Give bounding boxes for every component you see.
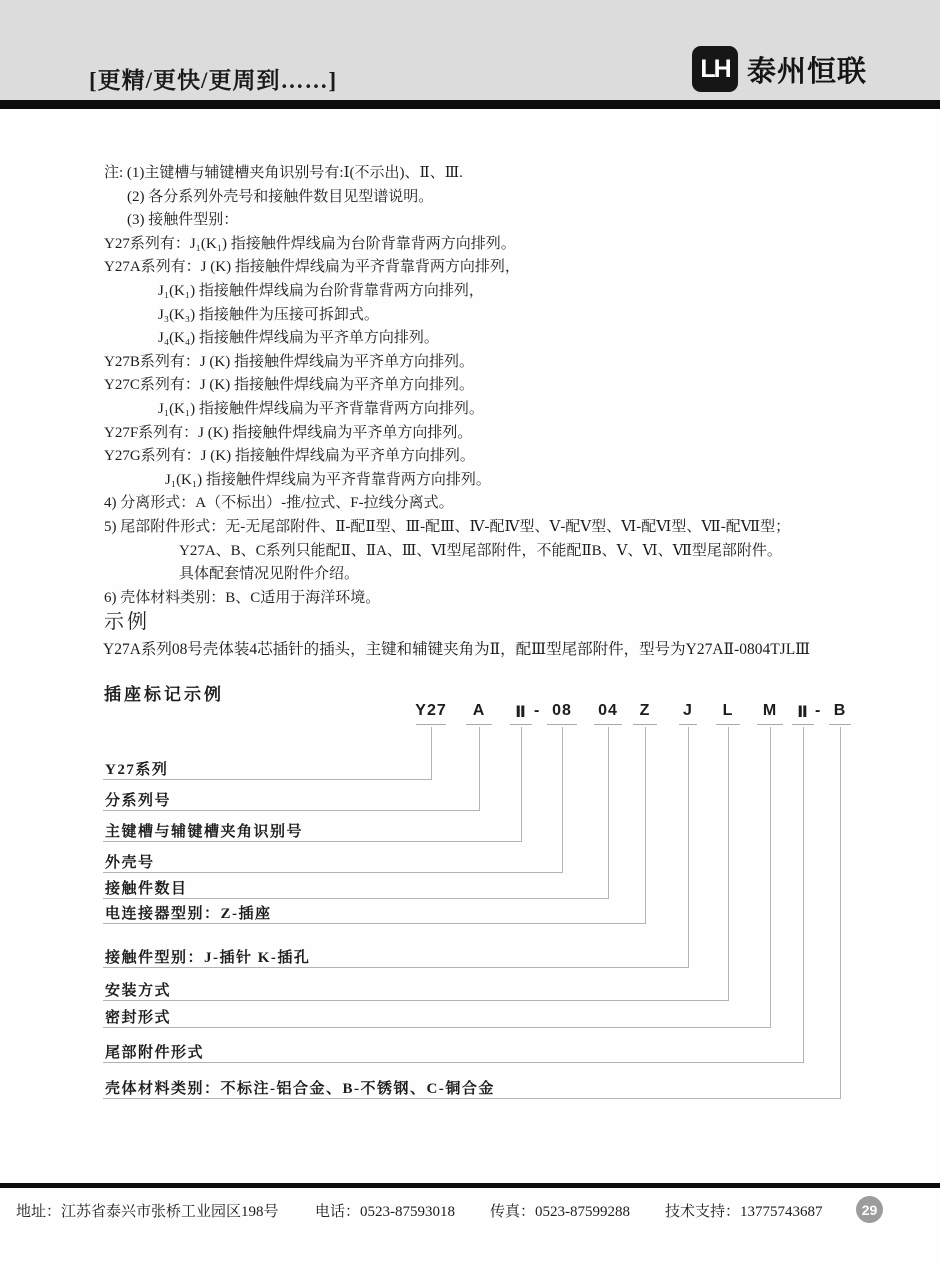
diagram-connector-hline: [103, 1062, 804, 1063]
diagram-code-tick: [547, 724, 577, 725]
diagram-connector-hline: [103, 1027, 771, 1028]
logo-lh-icon: LH: [692, 46, 738, 92]
diagram-connector-hline: [103, 923, 646, 924]
diagram-connector-vline: [770, 727, 771, 1027]
diagram-code-tick: [792, 724, 814, 725]
page-header: [0, 0, 940, 100]
note-line: Y27G系列有：J (K) 指接触件焊线扁为平齐单方向排列。: [104, 448, 475, 465]
diagram-code: Ⅱ: [515, 704, 527, 721]
logo-company-name: 泰州恒联: [747, 55, 868, 88]
diagram-code-tick: [416, 724, 446, 725]
diagram-connector-hline: [103, 1000, 729, 1001]
diagram-code: J: [683, 702, 693, 719]
note-line: 4) 分离形式：A（不标出）-推/拉式、F-拉线分离式。: [104, 495, 454, 512]
company-logo: [692, 46, 867, 92]
diagram-code: 08: [552, 702, 572, 719]
diagram-connector-vline: [728, 727, 729, 1000]
diagram-connector-hline: [103, 1098, 841, 1099]
diagram-connector-vline: [840, 727, 841, 1098]
note-line: 5) 尾部附件形式：无-无尾部附件、Ⅱ-配Ⅱ型、Ⅲ-配Ⅲ、Ⅳ-配Ⅳ型、Ⅴ-配Ⅴ型、Ⅵ-配Ⅵ型、Ⅶ-配Ⅶ型；: [104, 518, 791, 535]
note-line: J₁(K₁) 指接触件焊线扁为平齐背靠背两方向排列。: [165, 471, 491, 488]
note-line: J₄(K₄) 指接触件焊线扁为平齐单方向排列。: [158, 330, 439, 347]
diagram-connector-hline: [103, 810, 480, 811]
note-line: (3) 接触件型别：: [127, 212, 239, 229]
diagram-code: B: [833, 702, 847, 719]
diagram-label: 接触件型别：J-插针 K-插孔: [105, 950, 311, 966]
diagram-dash: -: [534, 702, 540, 719]
note-line: Y27A系列有：J (K) 指接触件焊线扁为平齐背靠背两方向排列，: [104, 259, 520, 276]
note-line: Y27系列有：J₁(K₁) 指接触件焊线扁为台阶背靠背两方向排列。: [104, 235, 516, 252]
diagram-code-tick: [757, 724, 783, 725]
note-line: J₁(K₁) 指接触件焊线扁为台阶背靠背两方向排列，: [158, 282, 484, 299]
header-divider-bar: [0, 100, 940, 109]
note-line: J₃(K₃) 指接触件为压接可拆卸式。: [158, 306, 379, 323]
diagram-code: A: [472, 702, 486, 719]
diagram-code: Y27: [415, 702, 447, 719]
note-line: Y27B系列有：J (K) 指接触件焊线扁为平齐单方向排列。: [104, 353, 474, 370]
footer-divider-bar: [0, 1183, 940, 1188]
diagram-code-tick: [466, 724, 492, 725]
diagram-connector-hline: [103, 841, 522, 842]
diagram-code: 04: [598, 702, 618, 719]
footer-phone: 电话：0523-87593018: [315, 1204, 455, 1220]
diagram-label: 接触件数目: [105, 881, 188, 897]
diagram-connector-hline: [103, 898, 609, 899]
diagram-code: L: [722, 702, 734, 719]
diagram-label: 尾部附件形式: [105, 1045, 205, 1061]
diagram-connector-hline: [103, 967, 689, 968]
diagram-label: 分系列号: [105, 793, 172, 809]
diagram-code: Z: [639, 702, 651, 719]
diagram-label: 外壳号: [105, 855, 155, 871]
diagram-code-tick: [633, 724, 657, 725]
example-text: Y27A系列08号壳体装4芯插针的插头，主键和辅键夹角为Ⅱ，配Ⅲ型尾部附件，型号为Y27AⅡ-0804TJLⅢ: [103, 641, 811, 658]
diagram-connector-hline: [103, 872, 563, 873]
diagram-code-tick: [679, 724, 697, 725]
diagram-label: 电连接器型别：Z-插座: [105, 906, 272, 922]
note-line: Y27A、B、C系列只能配Ⅱ、ⅡA、Ⅲ、Ⅵ型尾部附件，不能配ⅡB、Ⅴ、Ⅵ、Ⅶ型尾部附件。: [179, 542, 782, 559]
header-slogan: [更精/更快/更周到……]: [89, 68, 338, 93]
notes-block: [0, 162, 940, 610]
diagram-label: 壳体材料类别：不标注-铝合金、B-不锈钢、C-铜合金: [105, 1081, 495, 1097]
diagram-dash: -: [815, 702, 821, 719]
page-number-badge: 29: [856, 1196, 883, 1223]
note-line: 注: (1)主键槽与辅键槽夹角识别号有:Ⅰ(不示出)、Ⅱ、Ⅲ.: [104, 165, 463, 181]
footer-address: 地址：江苏省泰兴市张桥工业园区198号: [16, 1204, 279, 1220]
diagram-connector-vline: [479, 727, 480, 810]
diagram-label: 安装方式: [105, 983, 172, 999]
diagram-connector-hline: [103, 779, 432, 780]
diagram-code-tick: [594, 724, 622, 725]
diagram-connector-vline: [645, 727, 646, 923]
diagram-connector-vline: [521, 727, 522, 841]
note-line: 6) 壳体材料类别：B、C适用于海洋环境。: [104, 589, 381, 606]
diagram-code: Ⅱ: [797, 704, 809, 721]
footer-fax: 传真：0523-87599288: [490, 1204, 630, 1220]
diagram-connector-vline: [688, 727, 689, 967]
diagram-connector-vline: [431, 727, 432, 779]
diagram-code-tick: [716, 724, 740, 725]
note-line: 具体配套情况见附件介绍。: [179, 566, 360, 583]
footer-support: 技术支持：13775743687: [665, 1204, 823, 1220]
diagram-code-tick: [510, 724, 532, 725]
note-line: J₁(K₁) 指接触件焊线扁为平齐背靠背两方向排列。: [158, 400, 484, 417]
diagram-label: Y27系列: [105, 762, 169, 778]
diagram-heading: 插座标记示例: [104, 685, 224, 704]
diagram-connector-vline: [608, 727, 609, 898]
diagram-label: 主键槽与辅键槽夹角识别号: [105, 824, 304, 840]
note-line: Y27F系列有：J (K) 指接触件焊线扁为平齐单方向排列。: [104, 424, 473, 441]
diagram-code: M: [762, 702, 778, 719]
diagram-code-tick: [829, 724, 851, 725]
diagram-label: 密封形式: [105, 1010, 172, 1026]
note-line: Y27C系列有：J (K) 指接触件焊线扁为平齐单方向排列。: [104, 377, 474, 394]
diagram-connector-vline: [803, 727, 804, 1062]
note-line: (2) 各分系列外壳号和接触件数目见型谱说明。: [127, 188, 434, 205]
example-heading: 示例: [104, 611, 150, 633]
diagram-connector-vline: [562, 727, 563, 872]
